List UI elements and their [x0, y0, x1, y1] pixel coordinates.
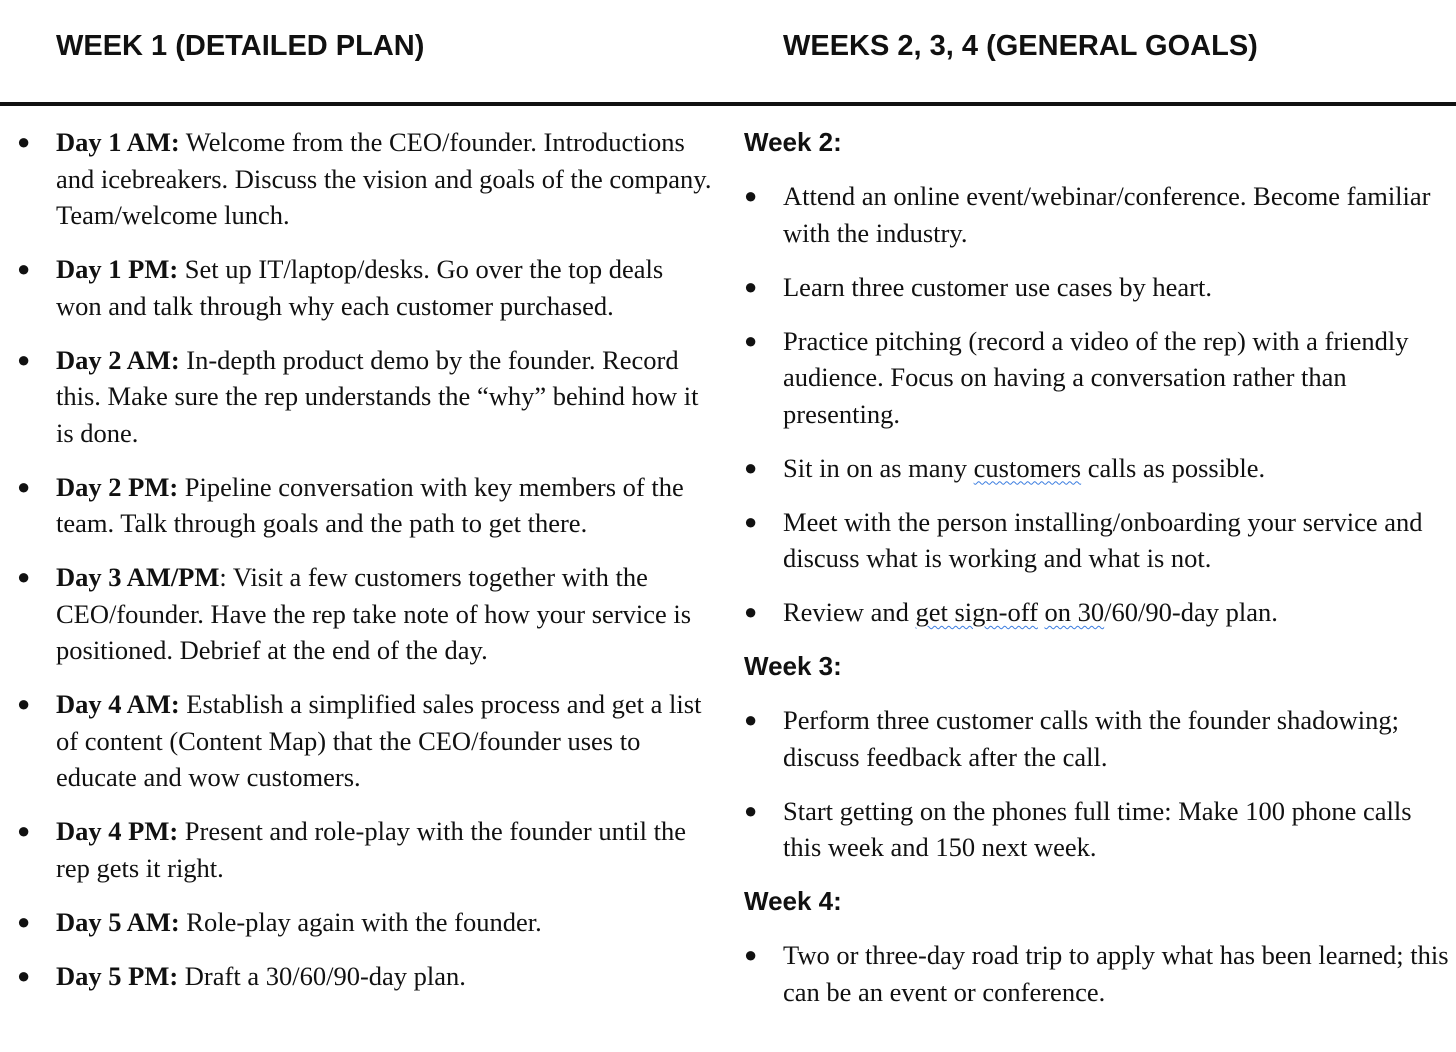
list-item [0, 469, 712, 542]
week1-column-title: WEEK 1 (DETAILED PLAN) [56, 30, 425, 62]
bullet-icon: ● [744, 599, 758, 624]
week1-column [0, 124, 712, 1012]
item-text: /60/90-day plan. [1104, 597, 1278, 627]
list-item [0, 958, 712, 995]
bullet-icon: ● [744, 797, 758, 823]
week4-title: Week 4: [744, 886, 842, 916]
day-label: Day 2 AM: [56, 344, 180, 375]
item-text: In-depth product demo by the founder. Record this. Make sure the rep understands the “why” behind how it is done. [56, 344, 699, 448]
bullet-icon: ● [17, 962, 31, 988]
item-text: Present and role-play with the founder until the rep gets it right. [56, 816, 686, 883]
week3-list [730, 702, 1456, 866]
weeks234-column-title: WEEKS 2, 3, 4 (GENERAL GOALS) [783, 30, 1258, 62]
list-item [730, 504, 1456, 577]
bullet-icon: ● [744, 454, 758, 480]
bullet-icon: ● [744, 273, 758, 299]
day-label: Day 1 AM: [56, 127, 180, 157]
item-text: Role-play again with the founder. [179, 906, 542, 937]
weeks234-column [730, 124, 1456, 1028]
bullet-icon: ● [744, 942, 758, 967]
day-label: Day 4 AM: [56, 689, 180, 719]
item-text: Welcome from the CEO/founder. Introductions and icebreakers. Discuss the vision and goals of the company. Team/welcome lunch. [56, 127, 712, 230]
item-text: Set up IT/laptop/desks. Go over the top deals won and talk through why each customer purchased. [56, 254, 664, 321]
day-label: Day 5 AM: [56, 906, 180, 937]
list-item [0, 813, 712, 886]
spellcheck-flagged-word: get sign-off [915, 597, 1038, 627]
list-item [730, 178, 1456, 251]
list-item [730, 323, 1456, 433]
bullet-icon: ● [744, 183, 758, 208]
item-text: Establish a simplified sales process and get a list of content (Content Map) that the CEO/founder uses to educate and wow customers. [56, 689, 702, 792]
item-text: Pipeline conversation with key members of the team. Talk through goals and the path to get there. [56, 471, 684, 538]
list-item [730, 702, 1456, 775]
item-text: Perform three customer calls with the founder shadowing; discuss feedback after the call. [783, 705, 1399, 772]
list-item [730, 450, 1456, 487]
item-text: Practice pitching (record a video of the rep) with a friendly audience. Focus on having a conversation rather than presenting. [783, 325, 1409, 429]
item-text: Meet with the person installing/onboarding your service and discuss what is working and what is not. [783, 506, 1423, 573]
list-item [730, 594, 1456, 631]
bullet-icon: ● [744, 508, 758, 534]
list-item [730, 269, 1456, 306]
bullet-icon: ● [17, 346, 31, 372]
item-text: : Visit a few customers together with the CEO/founder. Have the rep take note of how your service is positioned. Debrief at the end of the day. [56, 562, 692, 665]
spellcheck-flagged-word: customers [973, 452, 1082, 483]
list-item [0, 251, 712, 324]
week2-list [730, 178, 1456, 631]
bullet-icon: ● [17, 818, 31, 843]
day-label: Day 4 PM: [56, 816, 179, 846]
list-item [730, 937, 1456, 1010]
bullet-icon: ● [744, 707, 758, 732]
item-text [1038, 597, 1045, 627]
bullet-icon: ● [744, 327, 758, 353]
spellcheck-flagged-word: on 30 [1044, 597, 1105, 627]
week2-title: Week 2: [744, 127, 842, 157]
day-label: Day 3 AM/PM [56, 562, 220, 592]
day-label: Day 1 PM: [56, 254, 179, 284]
week3-title: Week 3: [744, 651, 842, 681]
bullet-icon: ● [17, 691, 31, 716]
item-text: Review and [783, 597, 916, 627]
list-item [0, 904, 712, 941]
item-text: Two or three-day road trip to apply what has been learned; this can be an event or conference. [783, 940, 1449, 1007]
day-label: Day 2 PM: [56, 471, 179, 502]
bullet-icon: ● [17, 256, 31, 281]
item-text: calls as possible. [1081, 452, 1266, 483]
bullet-icon: ● [17, 564, 31, 589]
item-text: Attend an online event/webinar/conference. Become familiar with the industry. [783, 181, 1431, 248]
table-header [0, 0, 1456, 106]
bullet-icon: ● [17, 908, 31, 934]
week4-list [730, 937, 1456, 1010]
day-label: Day 5 PM: [56, 960, 179, 991]
bullet-icon: ● [17, 473, 31, 499]
item-text: Learn three customer use cases by heart. [783, 271, 1212, 302]
list-item [730, 793, 1456, 866]
bullet-icon: ● [17, 129, 31, 154]
list-item [0, 342, 712, 452]
item-text: Sit in on as many [783, 452, 974, 483]
list-item [0, 124, 712, 234]
list-item [0, 559, 712, 669]
week1-list [0, 124, 712, 994]
list-item [0, 686, 712, 796]
item-text: Draft a 30/60/90-day plan. [178, 960, 466, 991]
item-text: Start getting on the phones full time: Make 100 phone calls this week and 150 next week. [783, 795, 1412, 862]
